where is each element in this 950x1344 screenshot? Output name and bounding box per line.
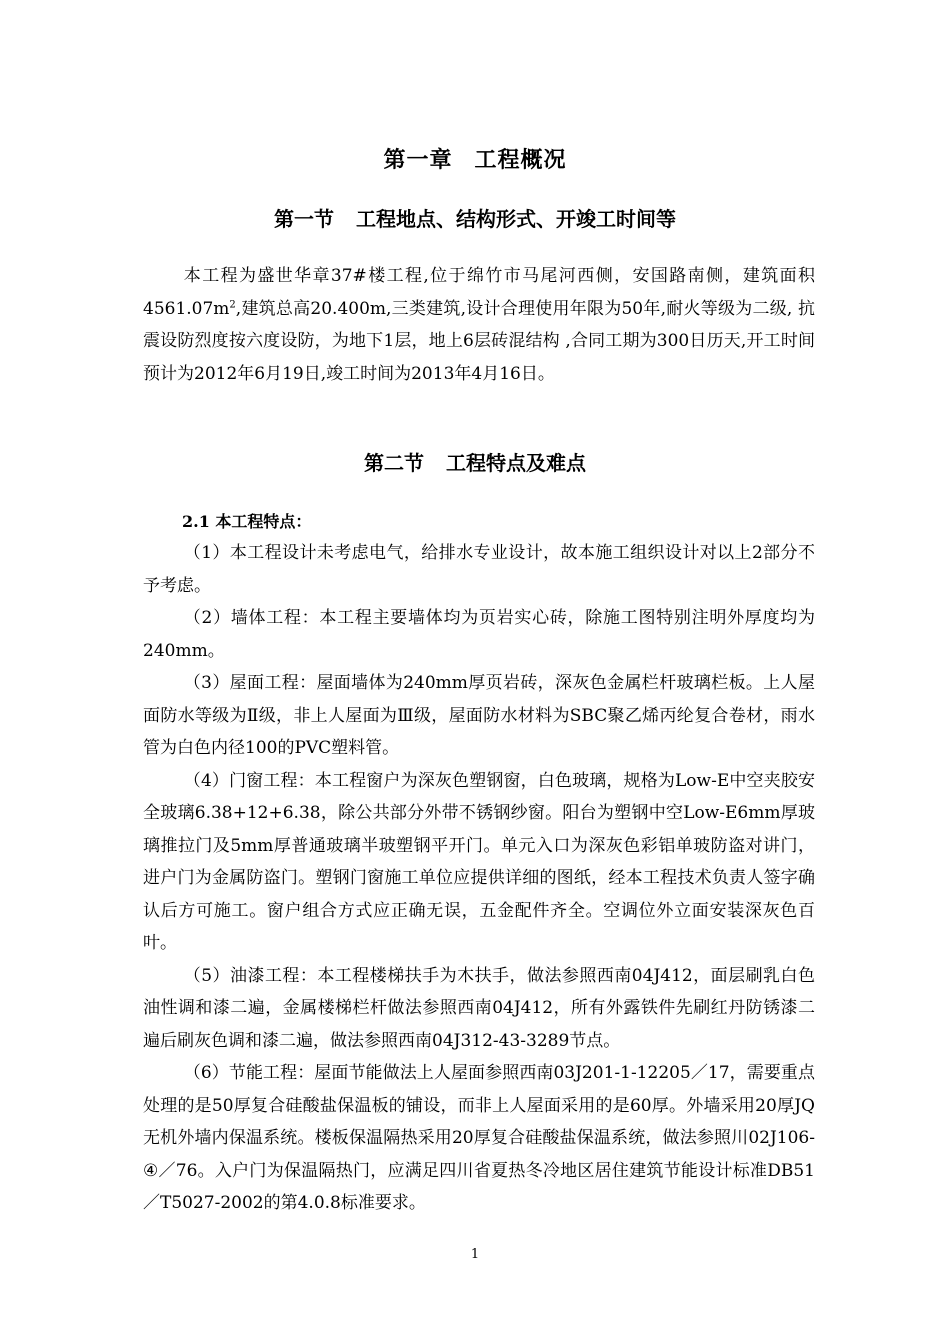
section1-body (143, 260, 815, 390)
section2-body (143, 537, 815, 1220)
paragraph-text: ,建筑总高20.400m,三类建筑,设计合理使用年限为50年,耐火等级为二级, 抗震设防烈度按六度设防，为地下1层，地上6层砖混结构 ,合同工期为300日历天,开工时间预计为2012年6月19日,竣工时间为2013年4月16日。 (143, 298, 815, 384)
section-name: 工程地点、结构形式、开竣工时间等 (356, 207, 676, 231)
section-number: 第一节 (274, 207, 334, 231)
list-item: （1）本工程设计未考虑电气，给排水专业设计，故本施工组织设计对以上2部分不予考虑。 (143, 543, 815, 596)
list-item: （2）墙体工程：本工程主要墙体均为页岩实心砖，除施工图特别注明外厚度均为240mm。 (143, 608, 815, 661)
subheading: 2.1 本工程特点： (182, 512, 312, 531)
list-item: （4）门窗工程：本工程窗户为深灰色塑钢窗，白色玻璃，规格为Low-E中空夹胶安全玻璃6.38+12+6.38，除公共部分外带不锈钢纱窗。阳台为塑钢中空Low-E6mm厚玻璃推拉门及5mm厚普通玻璃半玻塑钢平开门。单元入口为深灰色彩铝单玻防盗对讲门，进户门为金属防盗门。塑钢门窗施工单位应提供详细的图纸，经本工程技术负责人签字确认后方可施工。窗户组合方式应正确无误，五金配件齐全。空调位外立面安装深灰色百叶。 (143, 770, 815, 953)
superscript: 2 (229, 298, 236, 310)
page-number: 1 (470, 1247, 480, 1262)
section-title-2 (0, 447, 950, 479)
list-item: （3）屋面工程：屋面墙体为240mm厚页岩砖，深灰色金属栏杆玻璃栏板。上人屋面防水等级为Ⅱ级，非上人屋面为Ⅲ级，屋面防水材料为SBC聚乙烯丙纶复合卷材，雨水管为白色内径100的PVC塑料管。 (143, 673, 815, 758)
list-item: （6）节能工程：屋面节能做法上人屋面参照西南03J201-1-12205／17，需要重点处理的是50厚复合硅酸盐保温板的铺设，而非上人屋面采用的是60厚。外墙采用20厚JQ无机外墙内保温系统。楼板保温隔热采用20厚复合硅酸盐保温系统，做法参照川02J106-④／76。入户门为保温隔热门，应满足四川省夏热冬冷地区居住建筑节能设计标准DB51／T5027-2002的第4.0.8标准要求。 (143, 1063, 815, 1213)
section1-paragraph (143, 260, 815, 390)
section-title-1 (0, 203, 950, 235)
section-number: 第二节 (364, 451, 424, 475)
chapter-name: 工程概况 (474, 147, 567, 173)
list-item: （5）油漆工程：本工程楼梯扶手为木扶手，做法参照西南04J412，面层刷乳白色油性调和漆二遍，金属楼梯栏杆做法参照西南04J412，所有外露铁件先刷红丹防锈漆二遍后刷灰色调和漆二遍，做法参照西南04J312-43-3289节点。 (143, 965, 815, 1051)
paragraph-text: 本工程为盛世华章37#楼工程,位于绵竹市马尾河西侧，安国路南侧，建筑面积4561.07m (143, 266, 815, 319)
section-name: 工程特点及难点 (446, 451, 586, 475)
chapter-title (0, 143, 950, 177)
chapter-number: 第一章 (383, 147, 453, 173)
